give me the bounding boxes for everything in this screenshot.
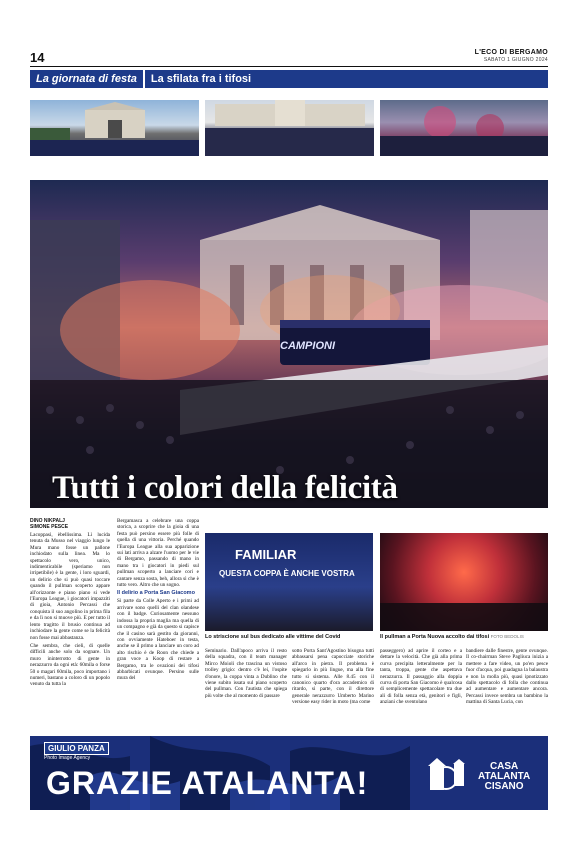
thumb-photo-piazza bbox=[205, 100, 374, 156]
thumb-photo-fumogeni bbox=[380, 100, 548, 156]
article-text-col3: Seminario. Dall'apoco arriva il resto della squadra, con il team manager Mirco Moioli che trascina un vistoso trolley grigio: dentro c'è lei, l'ospite d'onore, la coppa vinta a Dublino che viene subito issata sul piano scoperto del pullman. Con l'autista che spiega più volte che al momento di passare bbox=[205, 648, 287, 699]
ad-casa-atalanta bbox=[478, 762, 530, 792]
ad-title: GRAZIE ATALANTA! bbox=[46, 765, 369, 801]
page-number: 14 bbox=[30, 50, 45, 65]
article-col-3 bbox=[205, 648, 287, 699]
thumb-photo-porta bbox=[30, 100, 199, 156]
caption-pullman-text: Il pullman a Porta Nuova accolto dai tifosi bbox=[380, 634, 490, 640]
article-text-col2b: Si parte da Colle Aperto e i primi ad arrivare sono quelli del clan olandese con il badge. Curiosamente nessuno indossa la propria maglia ma quella di un compagno e già da questo si capisce che il casino sarà gestito da gioranni, con ovviamente Hateboer in testa, anche se il primo a lanciare un coro ad alto rischio è de Roon che chiede a gran voce a Koop di restare a Bergamo, tra le ovazioni dei tifosi abbarbicati ovunque. Persino sulle mura del bbox=[117, 598, 199, 682]
banner-photo-line2: QUESTA COPPA È ANCHE VOSTRA bbox=[219, 569, 355, 578]
photo-striscione-covid bbox=[205, 533, 373, 631]
ad-brand: GIULIO PANZA bbox=[44, 742, 109, 755]
masthead bbox=[475, 49, 548, 63]
subheading-porta-san-giacomo: Il delirio a Porta San Giacomo bbox=[117, 590, 195, 597]
photo-pullman-porta-nuova bbox=[380, 533, 548, 631]
byline-author-2: SIMONE PESCE bbox=[30, 524, 69, 530]
section-topic: La sfilata fra i tifosi bbox=[145, 70, 548, 88]
article-col-5 bbox=[380, 648, 462, 706]
article-col-6 bbox=[466, 648, 548, 706]
header-rule bbox=[30, 66, 548, 67]
section-bar bbox=[30, 70, 548, 88]
article-text-col1b: Che sembra, che cieli, di quelle difficili anche solo da sognare. Un muro ininterrotto di gente in nerazzurro da ogni età: 60mila o forse 50 o magari 60mila, poco importano i numeri, bastano a coloro di un popolo venuto da tutta la bbox=[30, 642, 110, 688]
article-col-4 bbox=[292, 648, 374, 706]
article-text-col1: Lacoppasì, èbellissima. Lì lucida tenuta da Musso nel viaggio lungo le Mura mano fosse un pallone inchiodato sulla linea. Ma lo spettacolo vero, unico, indimenticabile (speriamo non irripetibile) è la gente, i loro sguardi, un delirio che si può quasi toccare quando il pullman scoperto appare all'orizzonte e piano piano si vede l'Europa League, i giocatori impazziti di gioia, Antonio Percassi che conquista il suo angolino in prima fila e da lì non si muove più. E per tutto il lento tragitto il brusio continua ad inchiodare la gente come se la felicità non fosse mai abbastanza. bbox=[30, 532, 110, 641]
bus-banner-text: CAMPIONI bbox=[280, 340, 335, 352]
ad-casa-line1: CASA bbox=[489, 761, 519, 772]
article-col-1 bbox=[30, 518, 110, 688]
section-label: La giornata di festa bbox=[30, 70, 143, 88]
ad-casa-line2: ATALANTA bbox=[478, 771, 531, 782]
banner-photo-line1: FAMILIAR bbox=[235, 547, 297, 562]
article-text-col4: sotto Porta Sant'Agostino bisogna tutti abbassarsi pena capocciate storiche all'arco in pietra. Il problema è spiegarlo in più lingue, ma alla fine tutto si sistema. Alle 8.45 con il canonico quarto d'ora accademico di ritardo, si parte, con il direttore generale nerazzurro Umberto Marino versione easy rider in moto (ma come bbox=[292, 648, 374, 706]
photo-credit: FOTO BEDOLIS bbox=[490, 634, 524, 639]
article-col-2 bbox=[117, 518, 199, 682]
masthead-date: SABATO 1 GIUGNO 2024 bbox=[483, 57, 548, 63]
casa-atalanta-logo-icon bbox=[432, 758, 468, 792]
masthead-title: L'ECO DI BERGAMO bbox=[474, 49, 548, 56]
article-text-col6: bandiere dalle finestre, gente ovunque. Il co-chairman Steve Pagliuca inizia a mettere a fare video, un po'en pesce fuor d'acqua, poi guadagna la balaustra e non la molla più, quasi ipnotizzato dallo spettacolo di folla che continua ad aumentare e aumentare ancora. Percassi invece sembra un bambino la mattina di Santa Lucia, con bbox=[466, 648, 548, 706]
caption-striscione: Lo striscione sul bus dedicato alle vittime del Covid bbox=[205, 634, 341, 640]
article-text-col2: Bergamasca a celebrare una coppa storica, a scoprire che la gioia di una festa può persino essere più folle di quella di una vittoria. Perché quando l'Europa League alla sua apparizione sui lati arriva a alzare l'uomo per le vie di Bergamo, passando di mano in mano tra i giocatori in piedi sul pullman scoperto a lanciare cori e cantare senza sosta, beh, allora sì che è tutto vero. Altro che un sogno. bbox=[117, 518, 199, 589]
ad-brand-sub: Photo Image Agency bbox=[44, 755, 91, 761]
headline: Tutti i colori della felicità bbox=[52, 470, 398, 506]
article-text-col5: passeggero) ad aprire il corteo e a dettare la velocità. Che già alla prima curva precipita letteralmente per la tanta, troppa, gente che aspettava nerazzurra. Il passaggio alla doppia curva di porta San Giacomo è qualcosa di semplicemente spettacolare tra due ali di folla senza età, genitori e figli, anziani che sventolano bbox=[380, 648, 462, 706]
caption-pullman bbox=[380, 634, 548, 640]
ad-casa-line3: CISANO bbox=[484, 781, 524, 792]
main-photo bbox=[30, 180, 548, 508]
byline-author-1: DINO NIKPALJ bbox=[30, 518, 65, 524]
